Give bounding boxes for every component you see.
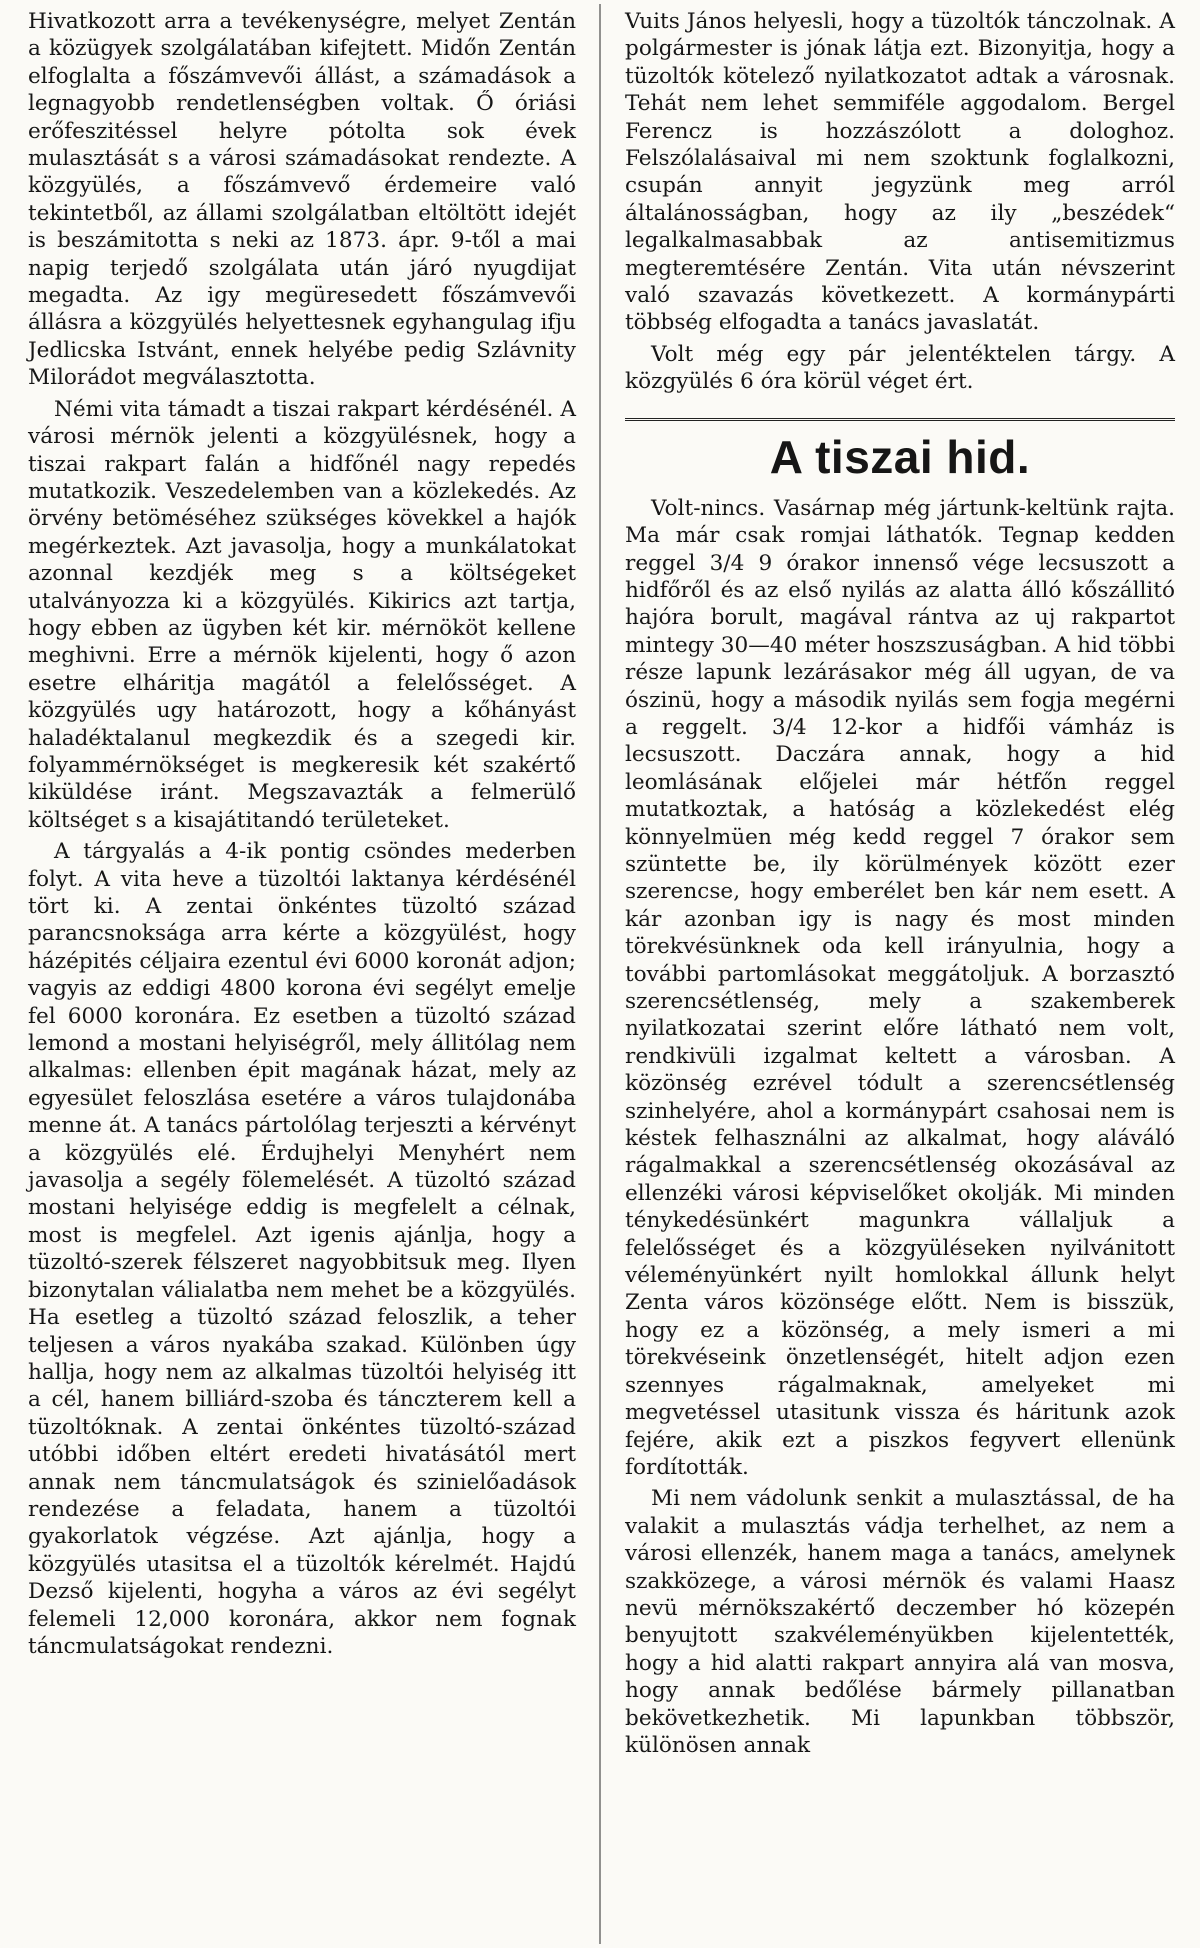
column-divider (599, 4, 601, 1944)
paragraph: A tárgyalás a 4-ik pontig csöndes mederben folyt. A vita heve a tüzoltói laktanya kérdésénél tört ki. A zentai önkéntes tüzoltó század parancsnoksága arra kérte a közgyülést, hogy házépités céljaira ezentul évi 6000 koronát adjon; vagyis az eddigi 4800 korona évi segélyt emelje fel 6000 koronára. Ez esetben a tüzoltó század lemond a mostani helyiségről, mely állitólag nem alkalmas: ellenben épit magának házat, mely az egyesület feloszlása esetére a város tulajdonába menne át. A tanács pártolólag terjeszti a kérvényt a közgyülés elé. Érdujhelyi Menyhért nem javasolja a segély fölemelését. A tüzoltó század mostani helyisége eddig is megfelelt a célnak, most is megfelel. Azt igenis ajánlja, hogy a tüzoltó-szerek félszeret nagyobbitsuk meg. Ilyen bizonytalan válialatba nem mehet be a közgyülés. Ha esetleg a tüzoltó század feloszlik, a teher teljesen a város nyakába szakad. Különben úgy hallja, hogy nem az alkalmas tüzoltói helyiség itt a cél, hanem billiárd-szoba és tánczterem kell a tüzoltóknak. A zentai önkéntes tüzoltó-század utóbbi időben eltért eredeti hivatásától mert annak nem táncmulatságok és szinielőadások rendezése a feladata, hanem a tüzoltói gyakorlatok végzése. Azt ajánlja, hogy a közgyülés utasitsa el a tüzoltók kérelmét. Hajdú Dezső kijelenti, hogyha a város az évi segélyt felemeli 12,000 koronára, akkor nem fognak táncmulatságokat rendezni. (28, 839, 576, 1659)
paragraph: Mi nem vádolunk senkit a mulasztással, de ha valakit a mulasztás vádja terhelhet, az nem a városi ellenzék, hanem maga a tanács, amelynek szakközege, a városi mérnök és valami Haasz nevü mérnökszakértő deczember hó közepén benyujtott szakvéleményükben kijelentették, hogy a hid alatti rakpart annyira alá van mosva, hogy annak bedőlése bármely pillanatban bekövetkezhetik. Mi lapunkban többször, különösen annak (625, 1486, 1175, 1758)
right-column (625, 8, 1175, 1759)
paragraph: Volt még egy pár jelentéktelen tárgy. A közgyülés 6 óra körül véget ért. (625, 341, 1175, 395)
paragraph: Vuits János helyesli, hogy a tüzoltók tánczolnak. A polgármester is jónak látja ezt. Bizonyitja, hogy a tüzoltók kötelező nyilatkozatot adtak a városnak. Tehát nem lehet semmiféle aggodalom. Bergel Ferencz is hozzászólott a dologhoz. Felszólalásaival mi nem szoktunk foglalkozni, csupán annyit jegyzünk meg arról általánosságban, hogy az ily „beszédek“ legalkalmasabbak az antisemitizmus megteremtésére Zentán. Vita után névszerint való szavazás következett. A kormánypárti többség elfogadta a tanács javaslatát. (625, 9, 1175, 336)
paragraph: Hivatkozott arra a tevékenységre, melyet Zentán a közügyek szolgálatában kifejtett. Midőn Zentán elfoglalta a főszámvevői állást, a számadások a legnagyobb rendetlenségben voltak. Ő óriási erőfeszitéssel helyre pótolta sok évek mulasztását s a városi számadásokat rendezte. A közgyülés, a főszámvevő érdemeire való tekintetből, az állami szolgálatban eltöltött idejét is beszámitotta s neki az 1873. ápr. 9-től a mai napig terjedő szolgálata után járó nyugdijat megadta. Az igy megüresedett főszámvevői állásra a közgyülés helyettesnek egyhangulag ifju Jedlicska Istvánt, ennek helyébe pedig Szlávnity Milorádot megválasztotta. (28, 9, 576, 391)
article-headline: A tiszai hid. (769, 430, 1031, 483)
left-column (28, 8, 576, 1660)
paragraph: Volt-nincs. Vasárnap még jártunk-keltünk rajta. Ma már csak romjai láthatók. Tegnap kedden reggel 3/4 9 órakor innenső vége lecsuszott a hidfőről és az első nyilás az alatta álló kőszállitó hajóra borult, magával rántva az uj rakpartot mintegy 30—40 méter hoszszuságban. A hid többi része lapunk lezárásakor még áll ugyan, de va ószinü, hogy a második nyilás sem fogja megérni a reggelt. 3/4 12-kor a hidfői vámház is lecsuszott. Daczára annak, hogy a hid leomlásának előjelei már hétfőn reggel mutatkoztak, a hatóság a közlekedést elég könnyelmüen még kedd reggel 7 órakor sem szüntette be, ily körülmények között ezer szerencse, hogy emberélet ben kár nem esett. A kár azonban igy is nagy és most minden törekvésünknek oda kell irányulnia, hogy a további partomlásokat meggátoljuk. A borzasztó szerencsétlenség, mely a szakemberek nyilatkozatai szerint előre látható nem volt, rendkivüli izgalmat keltett a városban. A közönség ezrével tódult a szerencsétlenség szinhelyére, ahol a kormánypárt csahosai nem is késtek felhasználni az alkalmat, hogy aláváló rágalmakkal a szerencsétlenség okozásával az ellenzéki városi képviselőket okolják. Mi minden ténykedésünkért magunkra vállaljuk a felelősséget és a közgyüléseken nyilvánitott véleményünkért nyilt homlokkal állunk helyt Zenta város közönsége előtt. Nem is bisszük, hogy ez a közönség, a mely ismeri a mi törekvéseink önzetlenségét, hitelt adjon ezen szennyes rágalmaknak, amelyeket mi megvetéssel utasitunk vissza és háritunk azok fejére, akik ezt a piszkos fegyvert ellenünk fordították. (625, 495, 1175, 1480)
paragraph: Némi vita támadt a tiszai rakpart kérdésénél. A városi mérnök jelenti a közgyülésnek, hogy a tiszai rakpart falán a hidfőnél nagy repedés mutatkozik. Veszedelemben van a közlekedés. Az örvény betöméséhez szükséges kövekkel a hajók megérkeztek. Azt javasolja, hogy a munkálatokat azonnal kezdjék meg s a költségeket utalványozza ki a közgyülés. Kikirics azt tartja, hogy ebben az ügyben két kir. mérnököt kellene meghivni. Erre a mérnök kijelenti, hogy ő azon esetre elháritja magától a felelősséget. A közgyülés ugy határozott, hogy a kőhányást haladéktalanul megkezdik és a szegedi kir. folyammérnökséget is megkeresik két szakértő kiküldése iránt. Megszavazták a felmerülő költséget s a kisajátitandó területeket. (28, 396, 576, 833)
section-divider (625, 418, 1175, 421)
